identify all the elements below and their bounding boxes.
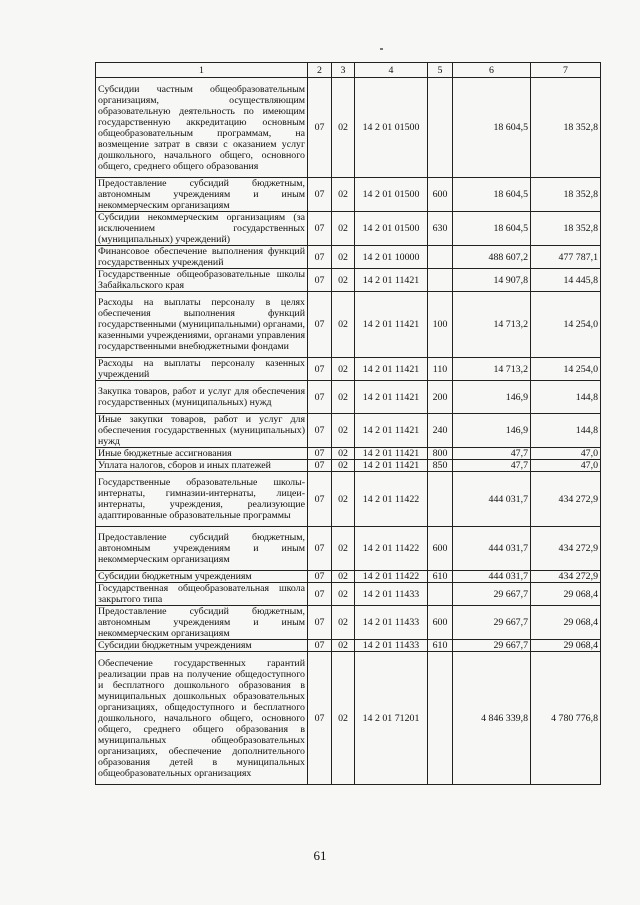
section-code-cell: 07 [308, 414, 332, 448]
amount-year2-cell: 47,0 [531, 448, 601, 460]
row-name-cell: Государственные общеобразовательные школы Забайкальского края [96, 269, 308, 292]
amount-year1-cell: 444 031,7 [453, 472, 531, 527]
expense-type-cell [428, 472, 453, 527]
section-code-cell: 07 [308, 358, 332, 381]
table-row [96, 460, 601, 472]
section-code-cell: 07 [308, 472, 332, 527]
row-name-cell: Субсидии бюджетным учреждениям [96, 571, 308, 583]
target-article-cell: 14 2 01 11422 [355, 527, 428, 571]
table-row [96, 269, 601, 292]
row-name-cell: Расходы на выплаты персоналу в целях обеспечения выполнения функций государственными (муниципальными) органами, казенными учреждениями, органами управления государственными внебюджетными фондами [96, 292, 308, 358]
subsection-code-cell: 02 [332, 269, 355, 292]
subsection-code-cell: 02 [332, 414, 355, 448]
amount-year2-cell: 144,8 [531, 381, 601, 414]
target-article-cell: 14 2 01 11433 [355, 606, 428, 640]
section-code-cell: 07 [308, 381, 332, 414]
expense-type-cell: 630 [428, 212, 453, 246]
subsection-code-cell: 02 [332, 78, 355, 178]
section-code-cell: 07 [308, 212, 332, 246]
amount-year2-cell: 434 272,9 [531, 571, 601, 583]
target-article-cell: 14 2 01 11421 [355, 414, 428, 448]
expense-type-cell: 600 [428, 606, 453, 640]
table-row [96, 414, 601, 448]
row-name-cell: Закупка товаров, работ и услуг для обеспечения государственных (муниципальных) нужд [96, 381, 308, 414]
amount-year1-cell: 29 667,7 [453, 640, 531, 652]
target-article-cell: 14 2 01 01500 [355, 178, 428, 212]
expense-type-cell: 610 [428, 640, 453, 652]
expense-type-cell: 800 [428, 448, 453, 460]
amount-year1-cell: 444 031,7 [453, 571, 531, 583]
row-name-cell: Предоставление субсидий бюджетным, автономным учреждениям и иным некоммерческим организациям [96, 606, 308, 640]
section-code-cell: 07 [308, 292, 332, 358]
header-cell: 2 [308, 63, 332, 78]
section-code-cell: 07 [308, 460, 332, 472]
subsection-code-cell: 02 [332, 178, 355, 212]
subsection-code-cell: 02 [332, 358, 355, 381]
amount-year2-cell: 18 352,8 [531, 178, 601, 212]
amount-year2-cell: 47,0 [531, 460, 601, 472]
table-row [96, 652, 601, 785]
table-row [96, 292, 601, 358]
subsection-code-cell: 02 [332, 292, 355, 358]
amount-year2-cell: 4 780 776,8 [531, 652, 601, 785]
target-article-cell: 14 2 01 11421 [355, 269, 428, 292]
expense-type-cell [428, 246, 453, 269]
amount-year1-cell: 146,9 [453, 414, 531, 448]
target-article-cell: 14 2 01 11421 [355, 448, 428, 460]
row-name-cell: Иные бюджетные ассигнования [96, 448, 308, 460]
target-article-cell: 14 2 01 11422 [355, 571, 428, 583]
target-article-cell: 14 2 01 71201 [355, 652, 428, 785]
section-code-cell: 07 [308, 448, 332, 460]
subsection-code-cell: 02 [332, 212, 355, 246]
target-article-cell: 14 2 01 11433 [355, 583, 428, 606]
table-row [96, 527, 601, 571]
table-row [96, 640, 601, 652]
amount-year1-cell: 18 604,5 [453, 78, 531, 178]
section-code-cell: 07 [308, 606, 332, 640]
subsection-code-cell: 02 [332, 472, 355, 527]
amount-year2-cell: 14 254,0 [531, 292, 601, 358]
section-code-cell: 07 [308, 640, 332, 652]
row-name-cell: Предоставление субсидий бюджетным, автономным учреждениям и иным некоммерческим организациям [96, 527, 308, 571]
section-code-cell: 07 [308, 527, 332, 571]
scan-speck [380, 48, 383, 50]
header-cell: 4 [355, 63, 428, 78]
expense-type-cell: 850 [428, 460, 453, 472]
amount-year1-cell: 146,9 [453, 381, 531, 414]
subsection-code-cell: 02 [332, 246, 355, 269]
section-code-cell: 07 [308, 246, 332, 269]
row-name-cell: Субсидии частным общеобразовательным организациям, осуществляющим образовательную деятельность по имеющим государственную аккредитацию основным общеобразовательным программам, на возмещение затрат в связи с оказанием услуг дошкольного, начального общего, основного общего, среднего общего образования [96, 78, 308, 178]
amount-year1-cell: 14 713,2 [453, 358, 531, 381]
section-code-cell: 07 [308, 269, 332, 292]
amount-year1-cell: 47,7 [453, 460, 531, 472]
target-article-cell: 14 2 01 01500 [355, 78, 428, 178]
amount-year2-cell: 477 787,1 [531, 246, 601, 269]
header-cell: 7 [531, 63, 601, 78]
target-article-cell: 14 2 01 11421 [355, 358, 428, 381]
budget-table [95, 62, 601, 785]
amount-year2-cell: 14 254,0 [531, 358, 601, 381]
row-name-cell: Расходы на выплаты персоналу казенных учреждений [96, 358, 308, 381]
table-row [96, 583, 601, 606]
amount-year1-cell: 18 604,5 [453, 212, 531, 246]
row-name-cell: Уплата налогов, сборов и иных платежей [96, 460, 308, 472]
subsection-code-cell: 02 [332, 448, 355, 460]
amount-year2-cell: 434 272,9 [531, 527, 601, 571]
row-name-cell: Государственные образовательные школы-интернаты, гимназии-интернаты, лицеи-интернаты, учреждения, реализующие адаптированные образовательные программы [96, 472, 308, 527]
section-code-cell: 07 [308, 571, 332, 583]
header-cell: 1 [96, 63, 308, 78]
section-code-cell: 07 [308, 652, 332, 785]
expense-type-cell [428, 269, 453, 292]
row-name-cell: Иные закупки товаров, работ и услуг для обеспечения государственных (муниципальных) нужд [96, 414, 308, 448]
expense-type-cell [428, 78, 453, 178]
amount-year1-cell: 29 667,7 [453, 606, 531, 640]
table-row [96, 448, 601, 460]
subsection-code-cell: 02 [332, 571, 355, 583]
subsection-code-cell: 02 [332, 460, 355, 472]
table-row [96, 571, 601, 583]
expense-type-cell [428, 583, 453, 606]
expense-type-cell: 600 [428, 178, 453, 212]
amount-year2-cell: 29 068,4 [531, 606, 601, 640]
amount-year2-cell: 14 445,8 [531, 269, 601, 292]
amount-year1-cell: 14 907,8 [453, 269, 531, 292]
row-name-cell: Финансовое обеспечение выполнения функций государственных учреждений [96, 246, 308, 269]
header-row [96, 63, 601, 78]
target-article-cell: 14 2 01 11421 [355, 460, 428, 472]
section-code-cell: 07 [308, 583, 332, 606]
header-cell: 6 [453, 63, 531, 78]
row-name-cell: Субсидии некоммерческим организациям (за исключением государственных (муниципальных) учреждений) [96, 212, 308, 246]
header-cell: 3 [332, 63, 355, 78]
amount-year2-cell: 18 352,8 [531, 212, 601, 246]
table-row [96, 472, 601, 527]
amount-year1-cell: 14 713,2 [453, 292, 531, 358]
target-article-cell: 14 2 01 01500 [355, 212, 428, 246]
subsection-code-cell: 02 [332, 606, 355, 640]
amount-year1-cell: 4 846 339,8 [453, 652, 531, 785]
expense-type-cell: 200 [428, 381, 453, 414]
amount-year1-cell: 18 604,5 [453, 178, 531, 212]
expense-type-cell: 600 [428, 527, 453, 571]
target-article-cell: 14 2 01 11421 [355, 292, 428, 358]
page-number: 61 [313, 848, 327, 863]
row-name-cell: Субсидии бюджетным учреждениям [96, 640, 308, 652]
table-row [96, 212, 601, 246]
expense-type-cell: 240 [428, 414, 453, 448]
amount-year1-cell: 444 031,7 [453, 527, 531, 571]
row-name-cell: Обеспечение государственных гарантий реализации прав на получение общедоступного и бесплатного дошкольного образования в муниципальных дошкольных образовательных организациях, общедоступного и бесплатного дошкольного, начального общего, основного общего, среднего общего образования в муниципальных общеобразовательных организациях, обеспечение дополнительного образования детей в муниципальных общеобразовательных организациях [96, 652, 308, 785]
table-row [96, 246, 601, 269]
row-name-cell: Предоставление субсидий бюджетным, автономным учреждениям и иным некоммерческим организациям [96, 178, 308, 212]
target-article-cell: 14 2 01 10000 [355, 246, 428, 269]
amount-year1-cell: 47,7 [453, 448, 531, 460]
expense-type-cell: 110 [428, 358, 453, 381]
section-code-cell: 07 [308, 78, 332, 178]
amount-year2-cell: 29 068,4 [531, 640, 601, 652]
expense-type-cell: 610 [428, 571, 453, 583]
amount-year1-cell: 29 667,7 [453, 583, 531, 606]
expense-type-cell: 100 [428, 292, 453, 358]
amount-year2-cell: 144,8 [531, 414, 601, 448]
subsection-code-cell: 02 [332, 527, 355, 571]
expense-type-cell [428, 652, 453, 785]
subsection-code-cell: 02 [332, 583, 355, 606]
row-name-cell: Государственная общеобразовательная школа закрытого типа [96, 583, 308, 606]
table-row [96, 358, 601, 381]
table-row [96, 78, 601, 178]
table-row [96, 178, 601, 212]
amount-year2-cell: 434 272,9 [531, 472, 601, 527]
amount-year2-cell: 18 352,8 [531, 78, 601, 178]
amount-year1-cell: 488 607,2 [453, 246, 531, 269]
subsection-code-cell: 02 [332, 381, 355, 414]
section-code-cell: 07 [308, 178, 332, 212]
table-row [96, 606, 601, 640]
table-row [96, 381, 601, 414]
target-article-cell: 14 2 01 11421 [355, 381, 428, 414]
amount-year2-cell: 29 068,4 [531, 583, 601, 606]
subsection-code-cell: 02 [332, 640, 355, 652]
subsection-code-cell: 02 [332, 652, 355, 785]
header-cell: 5 [428, 63, 453, 78]
target-article-cell: 14 2 01 11433 [355, 640, 428, 652]
target-article-cell: 14 2 01 11422 [355, 472, 428, 527]
